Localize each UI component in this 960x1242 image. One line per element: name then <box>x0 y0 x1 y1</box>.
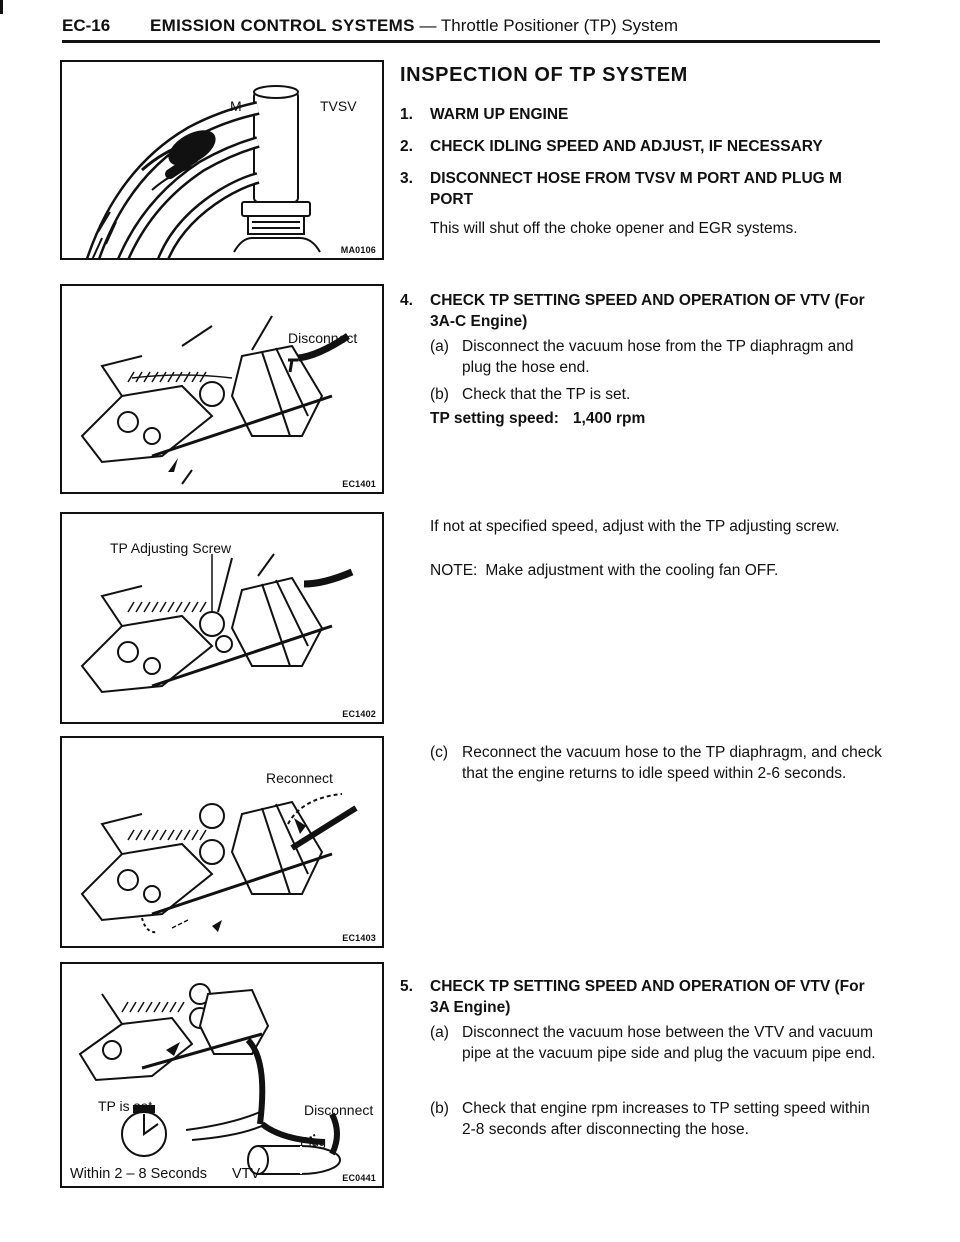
tp-disconnect-illustration <box>62 286 384 494</box>
header-title-main: EMISSION CONTROL SYSTEMS <box>150 16 415 35</box>
figure-vtv <box>60 962 384 1188</box>
step-3-body: This will shut off the choke opener and EGR systems. <box>430 220 798 237</box>
figure-code: EC1401 <box>342 479 376 489</box>
vtv-label: VTV <box>232 1166 261 1182</box>
step-title: CHECK TP SETTING SPEED AND OPERATION OF VTV (For 3A-C Engine) <box>430 292 865 330</box>
step-number: 3. <box>400 170 413 187</box>
figure-tvsv <box>60 60 384 260</box>
figure-code: EC1403 <box>342 933 376 943</box>
tp-adjusting-screw-label: TP Adjusting Screw <box>110 540 232 556</box>
header-title-separator: — <box>414 16 441 35</box>
plug-label: Plug <box>300 1134 327 1149</box>
header-title <box>150 16 678 36</box>
step-number: 2. <box>400 138 413 155</box>
section-title: INSPECTION OF TP SYSTEM <box>400 64 688 86</box>
m-port-label: M <box>230 98 242 114</box>
page-header <box>62 16 880 42</box>
header-rule <box>62 40 880 43</box>
substep-number: (a) <box>430 338 449 355</box>
disconnect-label: Disconnect <box>288 330 358 346</box>
figure-tp-adjusting-screw <box>60 512 384 724</box>
reconnect-label: Reconnect <box>266 770 333 786</box>
step-number: 5. <box>400 978 413 995</box>
step-title: DISCONNECT HOSE FROM TVSV M PORT AND PLUG M PORT <box>430 170 842 208</box>
figure-code: EC0441 <box>342 1173 376 1183</box>
spec-label: TP setting speed: <box>430 410 559 427</box>
header-title-sub: Throttle Positioner (TP) System <box>440 16 679 35</box>
note <box>430 562 778 580</box>
step-title: CHECK TP SETTING SPEED AND OPERATION OF VTV (For 3A Engine) <box>430 978 865 1016</box>
disconnect-label: Disconnect <box>304 1102 374 1118</box>
figure-disconnect <box>60 284 384 494</box>
step-number: 4. <box>400 292 413 309</box>
tp-reconnect-illustration <box>62 738 384 948</box>
substep-number: (c) <box>430 744 449 761</box>
substep-text: Check that engine rpm increases to TP setting speed within 2-8 seconds after disconnecting the hose. <box>462 1100 870 1138</box>
substep-text: Disconnect the vacuum hose from the TP diaphragm and plug the hose end. <box>462 338 854 376</box>
figure-code: MA0106 <box>340 245 376 255</box>
substep-number: (b) <box>430 1100 449 1117</box>
figure-reconnect <box>60 736 384 948</box>
tvsv-illustration <box>62 62 384 260</box>
page-corner-mark <box>0 0 7 14</box>
note-text: Make adjustment with the cooling fan OFF. <box>485 562 779 579</box>
tp-setting-speed-spec <box>430 410 645 428</box>
substep-text: Check that the TP is set. <box>462 386 631 403</box>
figure-code: EC1402 <box>342 709 376 719</box>
note-label: NOTE: <box>430 562 478 579</box>
vtv-illustration <box>62 964 384 1188</box>
spec-value: 1,400 rpm <box>572 410 646 427</box>
step-title: WARM UP ENGINE <box>430 106 569 123</box>
step-title: CHECK IDLING SPEED AND ADJUST, IF NECESSARY <box>430 138 823 155</box>
tvsv-label: TVSV <box>320 98 357 114</box>
step-number: 1. <box>400 106 413 123</box>
tp-is-set-label: TP is set. <box>98 1098 157 1114</box>
within-seconds-label: Within 2 – 8 Seconds <box>70 1166 208 1182</box>
substep-number: (a) <box>430 1024 449 1041</box>
substep-number: (b) <box>430 386 449 403</box>
substep-text: Disconnect the vacuum hose between the VTV and vacuum pipe at the vacuum pipe side and plug the vacuum pipe end. <box>462 1024 876 1062</box>
adjust-instruction: If not at specified speed, adjust with the TP adjusting screw. <box>430 518 840 535</box>
substep-text: Reconnect the vacuum hose to the TP diaphragm, and check that the engine returns to idle speed within 2-6 seconds. <box>462 744 882 782</box>
page-code: EC-16 <box>62 16 111 35</box>
